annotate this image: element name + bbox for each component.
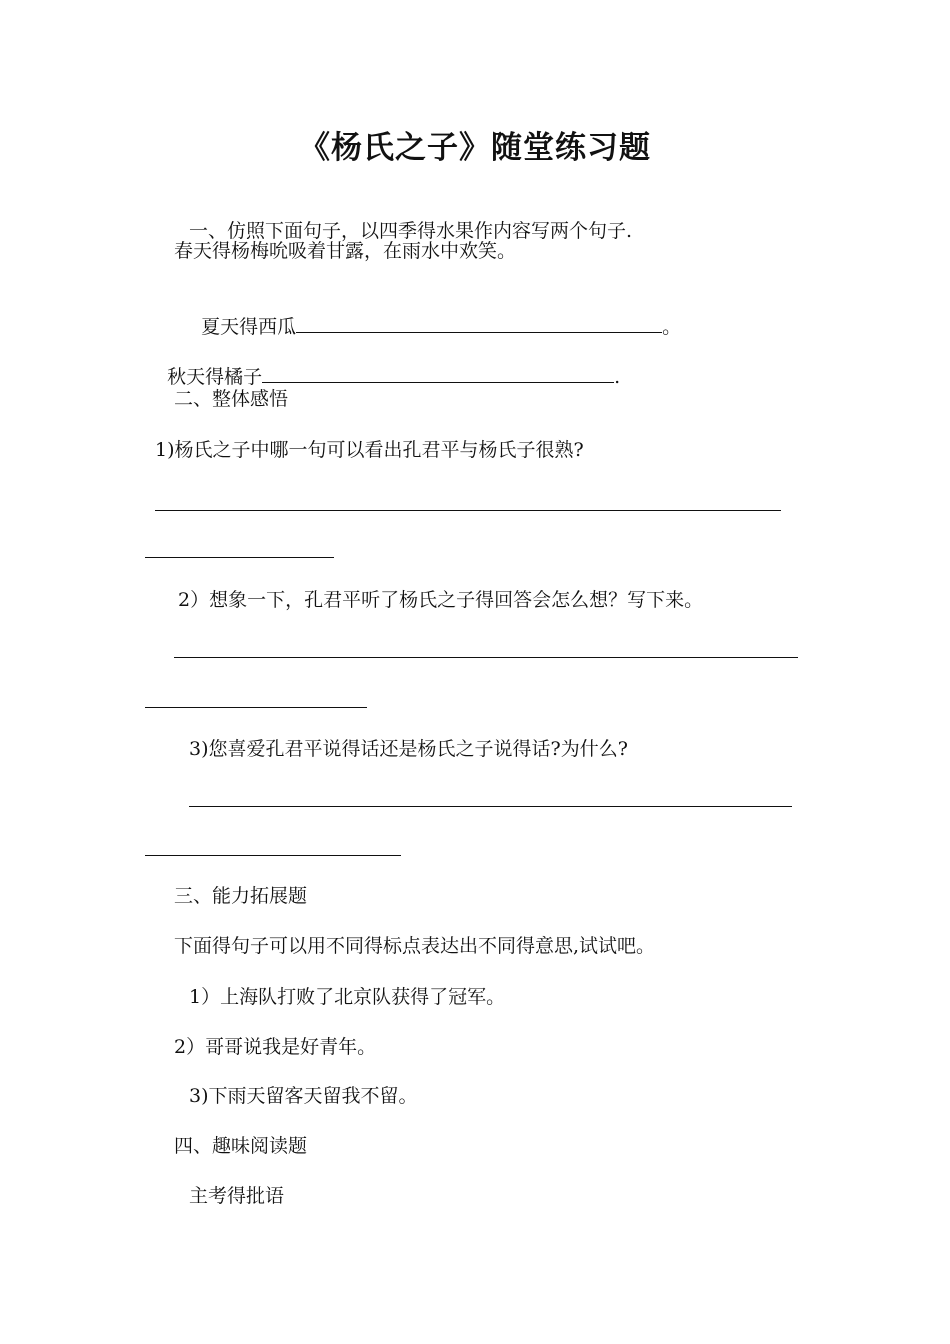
q3-answer-line-1[interactable]: [189, 806, 792, 807]
section1-heading: 一、仿照下面句子，以四季得水果作内容写两个句子.: [189, 220, 633, 242]
q1-answer-line-2[interactable]: [145, 557, 334, 558]
q2-answer-line-1[interactable]: [174, 657, 798, 658]
section2-heading: 二、整体感悟: [174, 388, 289, 410]
section3-intro: 下面得句子可以用不同得标点表达出不同得意思,试试吧。: [174, 935, 656, 957]
summer-answer-blank[interactable]: [296, 314, 662, 333]
question-2: 2）想象一下，孔君平听了杨氏之子得回答会怎么想？写下来。: [178, 589, 704, 611]
question-1: 1)杨氏之子中哪一句可以看出孔君平与杨氏子很熟?: [155, 439, 584, 461]
punctuation-item: 2）哥哥说我是好青年。: [174, 1036, 377, 1058]
punctuation-item: 3)下雨天留客天留我不留。: [189, 1085, 418, 1107]
q2-answer-line-2[interactable]: [145, 707, 367, 708]
summer-prefix: 夏天得西瓜: [201, 316, 297, 338]
section4-subheading: 主考得批语: [189, 1185, 285, 1207]
section1-example: 春天得杨梅吮吸着甘露，在雨水中欢笑。: [174, 240, 517, 262]
autumn-suffix: .: [614, 366, 621, 388]
q3-answer-line-2[interactable]: [145, 855, 401, 856]
summer-suffix: 。: [662, 316, 682, 338]
question-3: 3)您喜爱孔君平说得话还是杨氏之子说得话?为什么?: [189, 738, 628, 760]
autumn-prefix: 秋天得橘子: [167, 366, 263, 388]
autumn-answer-blank[interactable]: [262, 364, 614, 383]
q1-answer-line-1[interactable]: [155, 510, 781, 511]
summer-line: [189, 288, 681, 340]
punctuation-item: 1）上海队打败了北京队获得了冠军。: [189, 986, 506, 1008]
page-title: 《杨氏之子》随堂练习题: [299, 130, 651, 166]
section4-heading: 四、趣味阅读题: [174, 1135, 308, 1157]
section3-heading: 三、能力拓展题: [174, 885, 308, 907]
autumn-line: [155, 338, 620, 390]
